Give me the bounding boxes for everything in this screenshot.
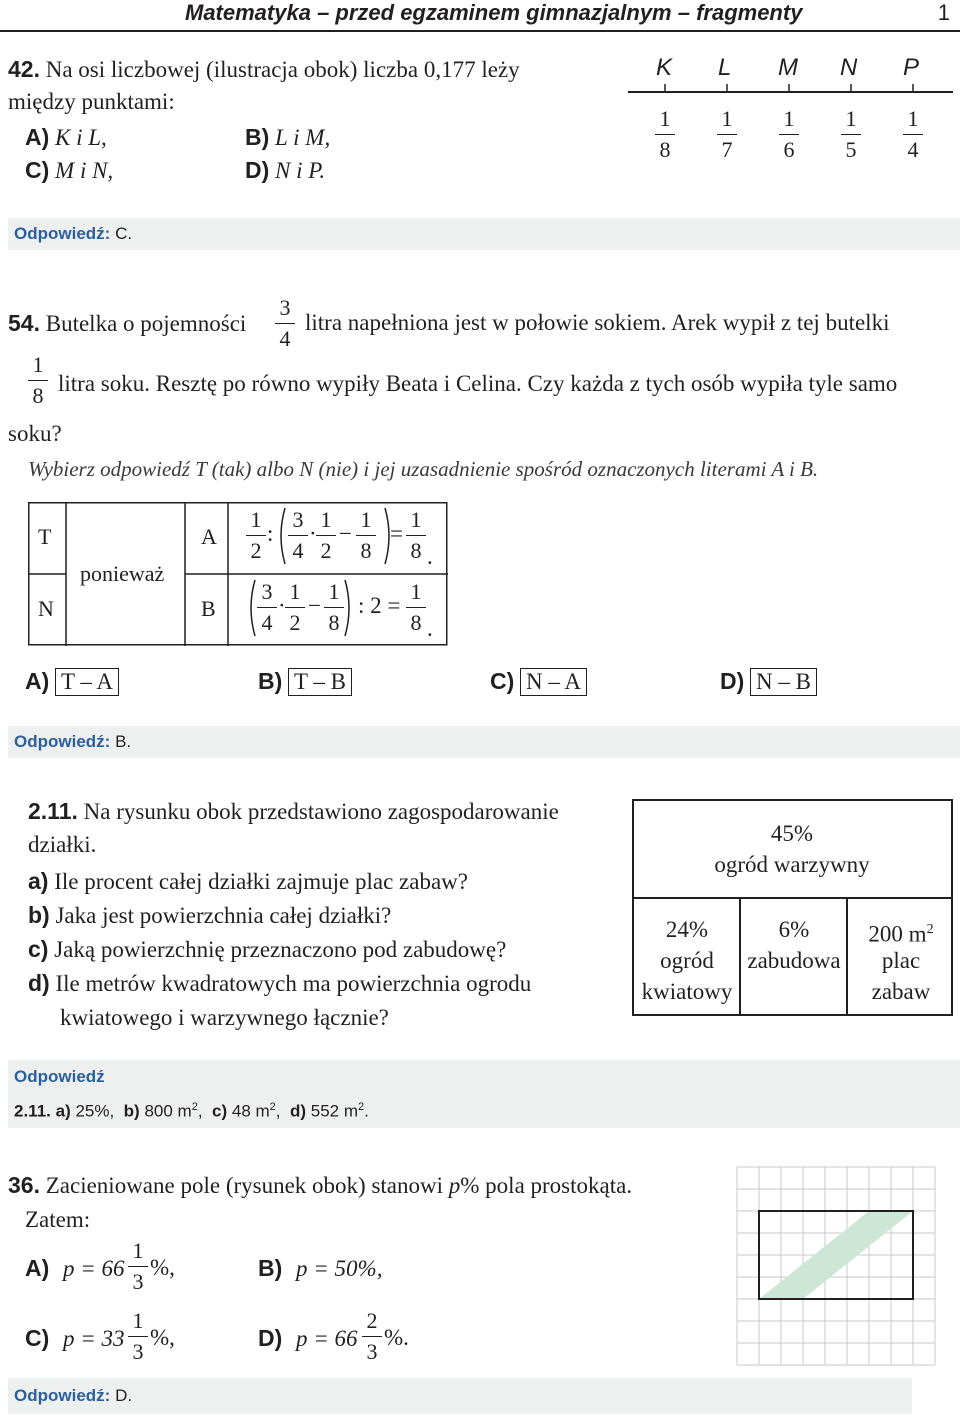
q54-instruction: Wybierz odpowiedź T (tak) albo N (nie) i jej uzasadnienie spośród oznaczonych literami A i B. bbox=[28, 457, 819, 481]
exprB-f4: 1 8 bbox=[406, 579, 426, 636]
page-header bbox=[0, 0, 960, 32]
point-m: M bbox=[778, 54, 798, 81]
q54-line1b: litra napełniona jest w połowie sokiem. Arek wypił z tej butelki bbox=[305, 310, 890, 335]
point-n: N bbox=[840, 54, 858, 81]
q36-number: 36. bbox=[8, 1172, 40, 1198]
q54-line2: litra soku. Resztę po równo wypiły Beata i Celina. Czy każda z tych osób wypiła tyle samo bbox=[58, 371, 898, 396]
q211-line1: 2.11. Na rysunku obok przedstawiono zagospodarowanie bbox=[28, 798, 559, 824]
plot-veg-pct: 45% bbox=[770, 821, 814, 846]
q54-line1a: 54. Butelka o pojemności bbox=[8, 310, 247, 336]
q54-option-d: D) N – B bbox=[720, 668, 817, 696]
q36-option-c: C) p = 33 bbox=[25, 1325, 125, 1351]
frac-l: 1 7 bbox=[717, 106, 737, 163]
exprB-f1: 3 4 bbox=[257, 579, 277, 636]
q42-option-c: C) M i N, bbox=[25, 157, 114, 183]
exprA-f1: 1 2 bbox=[246, 507, 266, 564]
point-p: P bbox=[903, 54, 920, 81]
q36-line1: 36. Zacieniowane pole (rysunek obok) stanowi p% pola prostokąta. bbox=[8, 1172, 633, 1198]
q36-option-b: B) p = 50%, bbox=[258, 1255, 383, 1281]
table-b: B bbox=[201, 596, 216, 621]
q211-part-d: d) Ile metrów kwadratowych ma powierzchnia ogrodu bbox=[28, 970, 532, 996]
q54-line3: soku? bbox=[8, 421, 62, 446]
exprB-f3: 1 8 bbox=[324, 579, 344, 636]
q54-frac-3-4: 3 4 bbox=[275, 295, 295, 352]
header-title: Matematyka – przed egzaminem gimnazjalnym – fragmenty bbox=[185, 0, 803, 25]
q42-text1: Na osi liczbowej (ilustracja obok) liczba 0,177 leży bbox=[45, 57, 520, 82]
q42-number: 42. bbox=[8, 56, 40, 82]
exprA-f3: 1 2 bbox=[316, 507, 336, 564]
grid-figure bbox=[735, 1165, 955, 1375]
q42-text2: między punktami: bbox=[8, 89, 175, 114]
q211-number: 2.11. bbox=[28, 798, 78, 824]
q36-option-d: D) p = 66 bbox=[258, 1325, 358, 1351]
q211-part-a: a) Ile procent całej działki zajmuje plac zabaw? bbox=[28, 868, 468, 894]
table-because: ponieważ bbox=[80, 561, 165, 586]
q211-part-c: c) Jaką powierzchnię przeznaczono pod zabudowę? bbox=[28, 936, 507, 962]
point-l: L bbox=[718, 54, 732, 81]
q36-option-a: A) p = 66 bbox=[25, 1255, 125, 1281]
q54-answer: B. bbox=[115, 732, 132, 751]
q211-line2: działki. bbox=[28, 832, 97, 857]
q211-answer-bar: Odpowiedź 2.11. a) 25%, b) 800 $m^2$, c) 48 $m^2$, d) 552 $m^2$. bbox=[8, 1060, 960, 1128]
q42-answer: C. bbox=[115, 224, 133, 243]
q36-answer-bar: Odpowiedź: D. bbox=[8, 1378, 912, 1414]
q54-number: 54. bbox=[8, 310, 40, 336]
frac-n: 1 5 bbox=[841, 106, 861, 163]
q36-answer: D. bbox=[115, 1386, 133, 1405]
table-n: N bbox=[38, 596, 54, 621]
page-number: 1 bbox=[937, 0, 950, 25]
point-k: K bbox=[656, 54, 673, 81]
q211-answer-line: 2.11. a) 25%, b) 800 $m^2$, c) 48 $m^2$, d) 552 $m^2$. bbox=[14, 1101, 369, 1121]
exprA-f2: 3 4 bbox=[288, 507, 308, 564]
q36-line2: Zatem: bbox=[25, 1207, 91, 1232]
q42-line1 bbox=[8, 56, 520, 83]
q54-option-a: A) T – A bbox=[25, 668, 119, 696]
q211-part-d-line2: kwiatowego i warzywnego łącznie? bbox=[60, 1005, 389, 1030]
q54-option-b: B) T – B bbox=[258, 668, 352, 696]
frac-p: 1 4 bbox=[903, 106, 923, 163]
table-a: A bbox=[201, 524, 217, 549]
exprB-f2: 1 2 bbox=[285, 579, 305, 636]
q42-option-d: D) N i P. bbox=[245, 157, 326, 183]
q42-option-b: B) L i M, bbox=[245, 124, 331, 150]
q54-option-c: C) N – A bbox=[490, 668, 587, 696]
q36-frac-d: 2 3 bbox=[362, 1308, 382, 1365]
plot-veg-name: ogród warzywny bbox=[714, 852, 870, 877]
plot-playground-area: 200 $m^2$ bbox=[868, 921, 934, 947]
q54-answer-bar: Odpowiedź: B. bbox=[8, 726, 960, 758]
q211-part-b: b) Jaka jest powierzchnia całej działki? bbox=[28, 902, 392, 928]
q42-answer-bar: Odpowiedź: C. bbox=[8, 218, 960, 250]
frac-m: 1 6 bbox=[779, 106, 799, 163]
q36-frac-a: 1 3 bbox=[128, 1238, 148, 1295]
q42-option-a: A) K i L, bbox=[25, 124, 107, 150]
q36-frac-c: 1 3 bbox=[128, 1308, 148, 1365]
table-t: T bbox=[38, 524, 52, 549]
frac-k: 1 8 bbox=[655, 106, 675, 163]
exprA-f4: 1 8 bbox=[356, 507, 376, 564]
q54-frac-1-8: 1 8 bbox=[28, 352, 48, 409]
exprA-f5: 1 8 bbox=[406, 507, 426, 564]
